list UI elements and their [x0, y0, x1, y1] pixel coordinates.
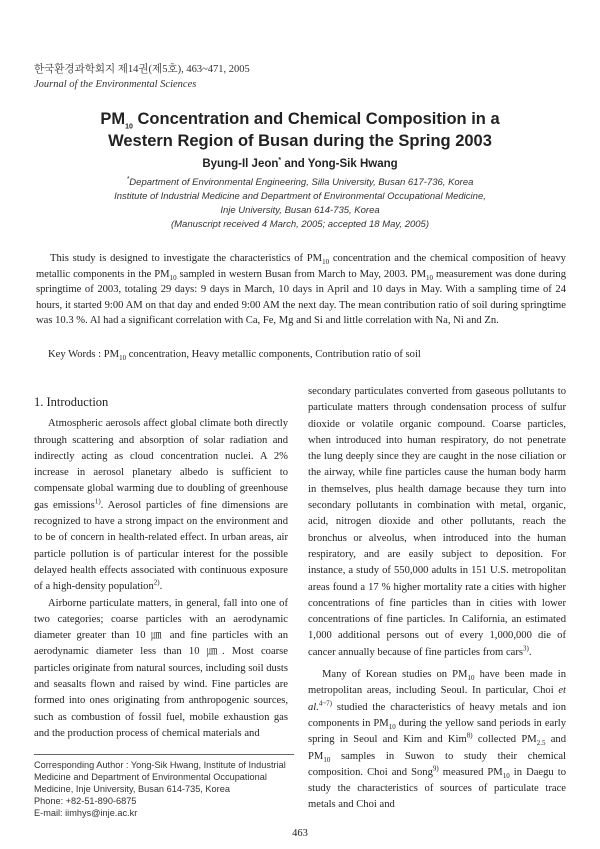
citation: 1)	[94, 497, 101, 506]
body-text: secondary particulates converted from gaseous pollutants to particulate matters through condensation process of sulfur dioxide or volatile organic compound. Coarse particles, when introduced into human respiratory, do not penetrate the lung deeply since they are caught in the nose ciliation or the airway, while fine particles cause the human body harm in themselves, plus health damage because they turn into secondary pollutants in combination with metal, organic, acid, nitrogen dioxide and other pollutants, reach the bronchus or alveolus, when introduced into the human respiratory, and are easily subject to deposition. For instance, a study of 550,000 adults in 151 U.S. metropolitan areas found a 17 % higher mortality rate a cities with higher concentrations of fine particles than in cities with lower concentrations of fine particles. In California, an estimated 1,000 additional persons out of every 1,000,000 die of cancer annually because of fine particles from cars	[308, 386, 566, 658]
affiliation-1: Department of Environmental Engineering, Silla University, Busan 617-736, Korea	[129, 177, 474, 188]
body-text: .	[528, 646, 532, 658]
body-text: Atmospheric aerosols affect global climate both directly through scattering and absorption of solar radiation and indirectly acting as cloud concentration nuclei. A 2% increase in aerosol planetary albedo is sufficient to compensate global warming due to doubling of greenhouse gas emissions	[34, 418, 288, 511]
body-text: samples in Suwon to study their chemical composition. Choi and Song	[308, 750, 566, 778]
keywords	[48, 349, 421, 363]
subscript: 10	[426, 273, 434, 282]
affiliations	[40, 176, 560, 232]
title-subscript: 10	[125, 123, 133, 131]
right-column	[308, 384, 566, 814]
body-text: .	[159, 581, 163, 593]
author-mark: *	[278, 157, 282, 165]
citation: 4~7)	[318, 699, 333, 708]
journal-title-korean: 한국환경과학회지 제14권(제5호), 463~471, 2005	[34, 64, 250, 75]
manuscript-dates: (Manuscript received 4 March, 2005; accepted 18 May, 2005)	[170, 219, 430, 230]
abstract-text: This study is designed to investigate the characteristics of PM	[50, 253, 323, 264]
abstract-text: measurement was done during springtime of 2003, totaling 29 days: 9 days in March, 10 days in April and 10 days in May. With a sampling time of 24 hours, it started 9:00 AM on that day and ended 9:00 AM the next day. The mean contribution ratio of soil during springtime was 10.3 %. Al had a significant correlation with Ca, Fe, Mg and Si and little correlation with Na, Ni and Zn.	[36, 268, 567, 327]
body-text: measured PM	[438, 766, 503, 778]
keywords-list: concentration, Heavy metallic components, Contribution ratio of soil	[126, 349, 421, 360]
subscript: 10	[119, 354, 127, 363]
title-text: PM	[100, 110, 126, 128]
body-text: Many of Korean studies on PM	[322, 669, 468, 681]
title-text: Concentration and Chemical Composition in a	[132, 110, 500, 128]
subscript: 10	[323, 755, 331, 764]
subscript: 2.5	[536, 739, 546, 748]
body-text: . Aerosol particles of fine dimensions are recognized to have a strong impact on the environment and to be of concern in health-related effect. In urban areas, air particle pollution is of particular interest for the possible delayed health effects associated with continuous exposure of a high-density population	[34, 499, 288, 593]
citation: 3)	[523, 644, 529, 653]
keyword: PM	[103, 349, 120, 360]
footnote-phone: Phone: +82-51-890-6875	[34, 796, 137, 806]
paragraph	[308, 384, 566, 661]
citation: 8)	[466, 731, 473, 740]
paragraph	[34, 416, 288, 595]
author-1: Byung-Il Jeon	[202, 158, 279, 170]
subscript: 10	[467, 674, 475, 683]
paragraph: Airborne particulate matters, in general, fall into one of two categories; coarse particles with an aerodynamic diameter greater than 10 ㎛ and fine particles with an aerodynamic diameter less than 10 ㎛. Most coarse particles originate from natural sources, including soil dusts and seasalts flown and raised by wind. Fine particles are formed into ones originating from anthropogenic sources, such as combustion of fossil fuel, mobile exhaustion gas and the production process of chemical materials and	[34, 597, 288, 739]
body-text: studied the characteristics of heavy metals and ion components in PM	[308, 701, 566, 729]
body-text: during the yellow sand periods in early spring in Seoul and Kim and Kim	[308, 717, 566, 746]
subscript: 10	[322, 258, 330, 267]
affiliation-2: Institute of Industrial Medicine and Department of Environmental Occupational Medicine,	[114, 191, 486, 202]
body-text: in Daegu to study the characteristics of sources of particulate trace metals and Choi and	[308, 766, 567, 811]
left-column	[34, 388, 288, 742]
et-al: et al.	[308, 685, 566, 713]
footnote-email: E-mail: iimhys@inje.ac.kr	[34, 808, 138, 818]
authors	[40, 158, 560, 170]
title-line-2: Western Region of Busan during the Spring 2003	[108, 132, 492, 150]
subscript: 10	[169, 273, 177, 282]
citation: 9)	[432, 764, 439, 773]
keywords-label: Key Words :	[48, 349, 104, 360]
journal-title-english: Journal of the Environmental Sciences	[34, 79, 197, 90]
journal-header	[34, 62, 250, 92]
citation: 2)	[153, 578, 160, 587]
affiliation-mark: *	[126, 175, 130, 183]
abstract-text: sampled in western Busan from March to May, 2003. PM	[176, 268, 427, 280]
paragraph	[308, 667, 566, 814]
paper-title	[40, 108, 560, 152]
subscript: 10	[502, 771, 510, 780]
corresponding-author-footnote	[34, 754, 294, 819]
abstract	[36, 251, 566, 329]
footnote-author: Corresponding Author : Yong-Sik Hwang, Institute of Industrial Medicine and Department of Environmental Occupational Medicine, Inje University, Busan 614-735, Korea	[34, 760, 286, 794]
author-conjunction: and	[281, 158, 308, 170]
body-text: collected PM	[472, 734, 537, 746]
body-text: have been made in metropolitan areas, including Seoul. In particular, Choi	[308, 669, 566, 697]
body-text: and PM	[308, 734, 567, 762]
affiliation-3: Inje University, Busan 614-735, Korea	[220, 205, 380, 216]
abstract-text: concentration and the chemical composition of heavy metallic components in the PM	[36, 253, 566, 280]
page-number: 463	[292, 828, 308, 839]
subscript: 10	[388, 723, 396, 732]
section-heading: 1. Introduction	[34, 395, 109, 409]
author-2: Yong-Sik Hwang	[307, 158, 398, 170]
